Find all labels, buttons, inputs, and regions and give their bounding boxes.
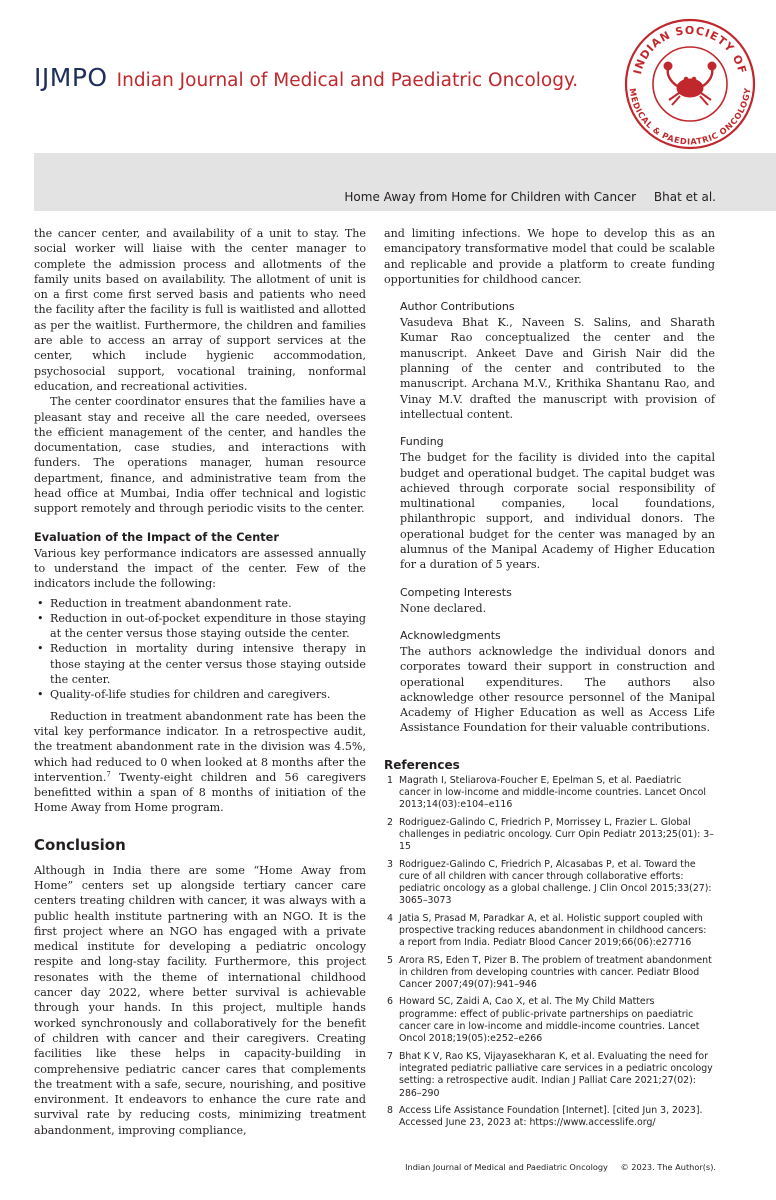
society-logo xyxy=(622,16,758,152)
body-paragraph: Vasudeva Bhat K., Naveen S. Salins, and Sharath Kumar Rao conceptualized the center and the manuscript. Ankeet Dave and Girish Nair did the planning of the center and contributed to the manuscript. Archana M.V., Krithika Shantanu Rao, and Vinay M.V. drafted the manuscript with provision of intellectual content. xyxy=(400,316,715,421)
indicator-list xyxy=(34,596,366,703)
journal-masthead xyxy=(34,63,578,97)
declarations-block xyxy=(384,300,715,736)
citation-link[interactable]: 7 xyxy=(106,770,111,779)
page-footer xyxy=(405,1162,716,1172)
body-paragraph: The budget for the facility is divided into the capital budget and operational budget. The capital budget was achieved through corporate social responsibility of multinational companies, local foundations, philanthropic support, and individual donors. The operational budget for the center was managed by an alumnus of the Manipal Academy of Higher Education for a duration of 5 years. xyxy=(400,451,715,572)
references-heading: References xyxy=(384,757,460,772)
running-title: Home Away from Home for Children with Cancer xyxy=(344,190,637,204)
section-heading-evaluation: Evaluation of the Impact of the Center xyxy=(34,530,279,544)
reference-item: 5 Arora RS, Eden T, Pizer B. The problem of treatment abandonment in children from developing countries with cancer. Pediatr Blood Cancer 2007;49(07):941–946 xyxy=(387,954,712,991)
logo-text-bottom: MEDICAL & PAEDIATRIC ONCOLOGY xyxy=(627,87,753,147)
reference-item: 4 Jatia S, Prasad M, Paradkar A, et al. Holistic support coupled with prospective tracking reduces abandonment in childhood cancers: a report from India. Pediatr Blood Cancer 2019;66(06):e27716 xyxy=(387,912,707,949)
footer-copyright: © 2023. The Author(s). xyxy=(620,1162,716,1172)
paragraph-text: Reduction in treatment abandonment rate has been the vital key performance indicator. In a retrospective audit, the treatment abandonment rate in the division was 4.5%, which had reduced to 0 when looked at 8 months after the intervention. xyxy=(34,709,366,784)
body-paragraph: None declared. xyxy=(400,601,487,615)
body-paragraph: Various key performance indicators are assessed annually to understand the impact of the center. Few of the indicators include the following: xyxy=(34,546,366,591)
section-heading-conclusion: Conclusion xyxy=(34,835,126,854)
paragraph-text: Twenty-eight children and 56 caregivers benefitted within a span of 8 months of initiation of the Home Away from Home program. xyxy=(34,770,366,815)
body-paragraph: Although in India there are some “Home Away from Home” centers set up alongside tertiary cancer care centers treating children with cancer, it was always with a public health institute partnering with an NGO. It is the first project where an NGO has engaged with a private medical institute for developing a pediatric oncology respite and long-stay facility. Furthermore, this project resonates with the theme of international childhood cancer day 2022, where better survival is achievable through your hands. In this project, multiple hands worked synchronously and collaboratively for the benefit of children with cancer and their caregivers. Creating facilities like these helps in capacity-building in comprehensive pediatric cancer cares that complements the treatment with a safe, secure, nourishing, and positive environment. It endeavors to enhance the cure rate and survival rate by reducing costs, minimizing treatment abandonment, improving compliance, xyxy=(34,863,366,1137)
journal-name: Indian Journal of Medical and Paediatric Oncology. xyxy=(116,70,579,91)
list-item: • Reduction in out-of-pocket expenditure in those staying at the center versus those staying outside the center. xyxy=(34,611,366,642)
reference-item: 1 Magrath I, Steliarova-Foucher E, Epelman S, et al. Paediatric cancer in low-income and middle-income countries. Lancet Oncol 2013;14(03):e104–e116 xyxy=(387,774,706,811)
reference-item: 8 Access Life Assistance Foundation [Internet]. [cited Jun 3, 2023]. Accessed June 23, 2023 at: https://www.accesslife.org/ xyxy=(387,1104,703,1129)
running-header xyxy=(344,190,716,204)
reference-item: 3 Rodriguez-Galindo C, Friedrich P, Alcasabas P, et al. Toward the cure of all children with cancer through collaborative efforts: pediatric oncology as a global challenge. J Clin Oncol 2015;33(27): 3065–3073 xyxy=(387,858,712,907)
heading-acknowledgments: Acknowledgments xyxy=(400,628,501,642)
list-item: • Reduction in treatment abandonment rate. xyxy=(34,596,366,611)
logo-text-top: INDIAN SOCIETY OF xyxy=(631,24,749,76)
journal-abbreviation: IJMPO xyxy=(34,63,108,92)
reference-item: 6 Howard SC, Zaidi A, Cao X, et al. The My Child Matters programme: effect of public-private partnerships on paediatric cancer care in low-income and middle-income countries. Lancet Oncol 2018;19(05):e252–e266 xyxy=(387,996,700,1045)
heading-author-contributions: Author Contributions xyxy=(400,300,515,314)
reference-list xyxy=(384,775,715,1130)
body-paragraph: The authors acknowledge the individual donors and corporates toward their support in construction and operational expenditures. The authors also acknowledge other resource personnel of the Manipal Academy of Higher Education as well as Access Life Assistance Foundation for their valuable contributions. xyxy=(400,644,715,735)
body-paragraph: the cancer center, and availability of a unit to stay. The social worker will liaise with the center manager to complete the admission process and allotments of the family units based on availability. The allotment of unit is on a first come first served basis and patients who need the facility after the facility is full is waitlisted and allotted as per the waitlist. Furthermore, the children and families are able to access an array of support services at the center, which include hygienic accommodation, psychosocial support, vocational training, nonformal education, and recreational activities. xyxy=(34,227,366,393)
body-paragraph: The center coordinator ensures that the families have a pleasant stay and receive all the care needed, oversees the efficient management of the center, and handles the documentation, case studies, and interactions with funders. The operations manager, human resource department, finance, and administrative team from the head office at Mumbai, India offer technical and logistic support remotely and through periodic visits to the center. xyxy=(34,395,366,516)
footer-journal: Indian Journal of Medical and Paediatric Oncology xyxy=(405,1162,608,1172)
right-column xyxy=(384,226,715,1134)
reference-item: 7 Bhat K V, Rao KS, Vijayasekharan K, et al. Evaluating the need for integrated pediatric palliative care services in a pediatric oncology setting: a retrospective audit. Indian J Palliat Care 2021;27(02): 286–290 xyxy=(387,1050,713,1099)
heading-competing-interests: Competing Interests xyxy=(400,585,512,599)
body-paragraph: and limiting infections. We hope to develop this as an emancipatory transformative model that could be scalable and replicable and provide a platform to create funding opportunities for childhood cancer. xyxy=(384,227,715,286)
running-authors: Bhat et al. xyxy=(653,190,716,204)
left-column xyxy=(34,226,366,1138)
body-paragraph xyxy=(34,709,366,816)
heading-funding: Funding xyxy=(400,435,444,449)
list-item: • Quality-of-life studies for children and caregivers. xyxy=(34,687,366,702)
reference-item: 2 Rodriguez-Galindo C, Friedrich P, Morrissey L, Frazier L. Global challenges in pediatric oncology. Curr Opin Pediatr 2013;25(01): 3–15 xyxy=(387,816,714,853)
list-item: • Reduction in mortality during intensive therapy in those staying at the center versus those staying outside the center. xyxy=(34,641,366,687)
